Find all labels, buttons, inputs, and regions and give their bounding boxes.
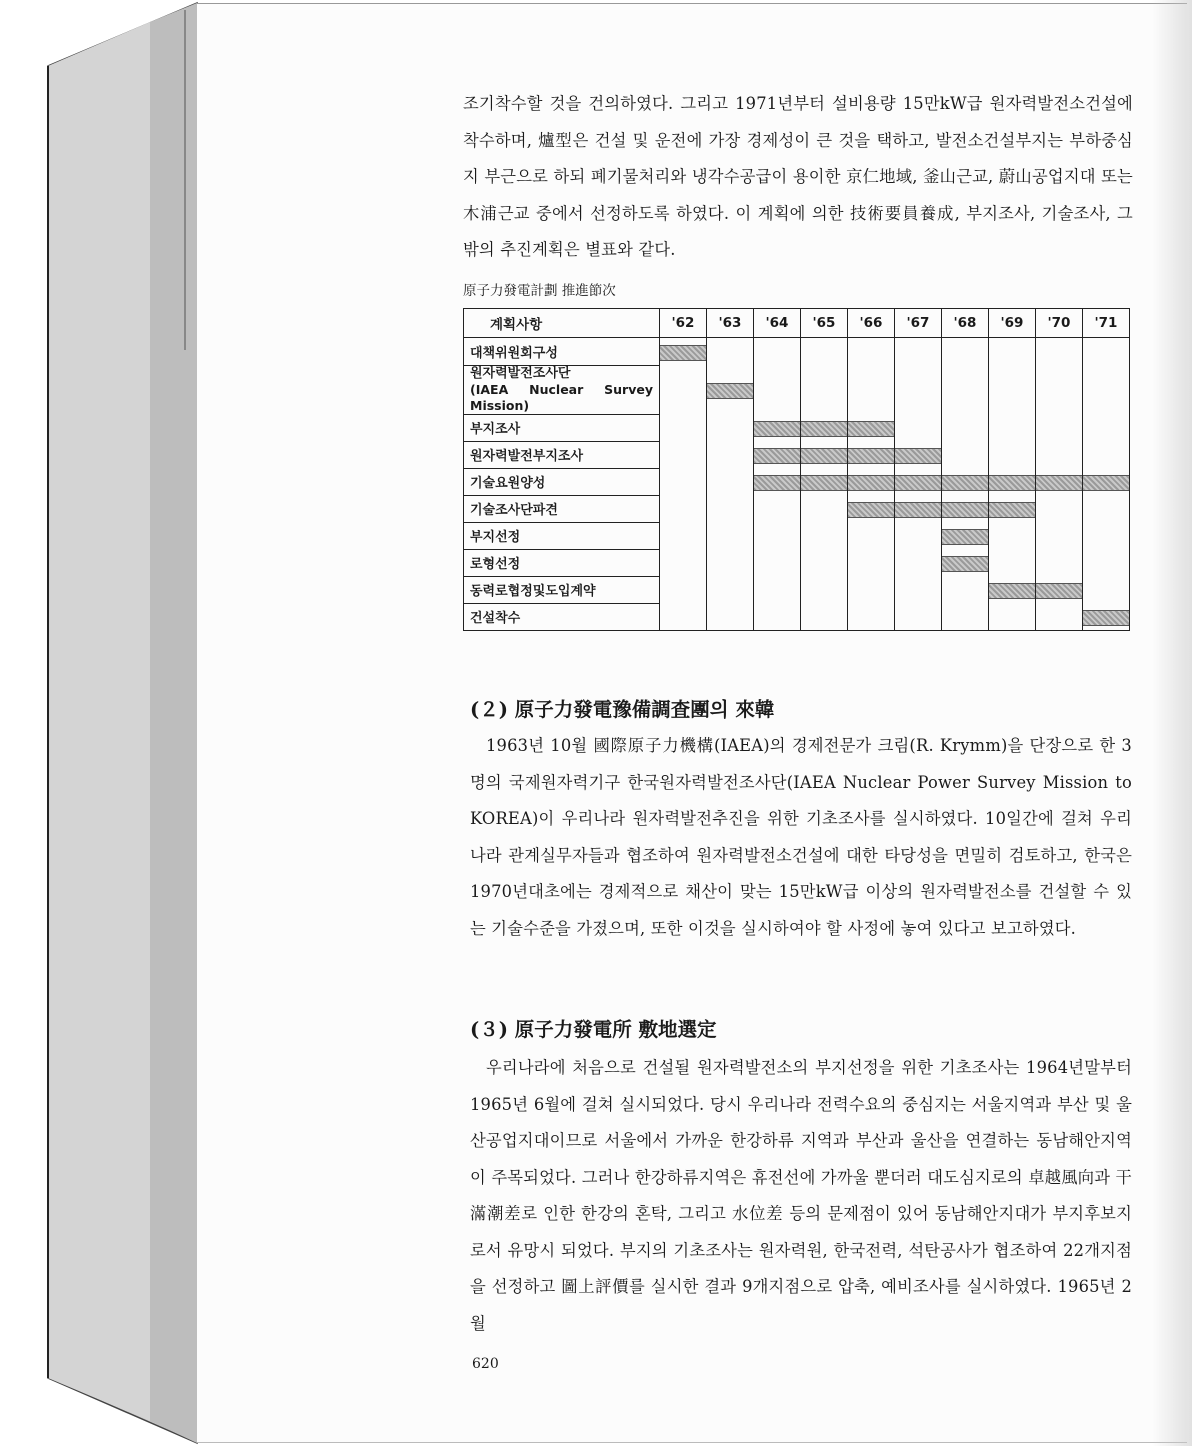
page-curl-shadow [1152,0,1192,1446]
year-cell [895,338,942,366]
row-label: 부지선정 [464,522,660,549]
section3-body: 우리나라에 처음으로 건설될 원자력발전소의 부지선정을 위한 기초조사는 1964년말부터 1965년 6월에 걸쳐 실시되었다. 당시 우리나라 전력수요의 중심지는 서울지역과 부산 및 울산공업지대이므로 서울에서 가까운 한강하류 지역과 부산과 울산을 연결하는 동남해안지역이 주목되었다. 그러나 한강하류지역은 휴전선에 가까울 뿐더러 대도심지로의 卓越風向과 干滿潮差로 인한 한강의 혼탁, 그리고 水位差 등의 문제점이 있어 동남해안지대가 부지후보지로서 유망시 되었다. 부지의 기초조사는 원자력원, 한국전력, 석탄공사가 협조하여 22개지점을 선정하고 圖上評價를 실시한 결과 9개지점으로 압축, 예비조사를 실시하였다. 1965년 2월 [470,1058,1132,1333]
year-cell [660,549,707,576]
intro-paragraph: 조기착수할 것을 건의하였다. 그리고 1971년부터 설비용량 15만kW급 원자력발전소건설에 착수하며, 爐型은 건설 및 운전에 가장 경제성이 큰 것을 택하고, 발전소건설부지는 부하중심지 부근으로 하되 폐기물처리와 냉각수공급이 용이한 京仁地域, 釜山근교, 蔚山공업지대 또는 木浦근교 중에서 선정하도록 하였다. 이 계획에 의한 技術要員養成, 부지조사, 기술조사, 그 밖의 추진계획은 별표와 같다. [463,94,1133,259]
schedule-bar [660,345,706,361]
row-label-text: 원자력발전조사단 [470,365,571,381]
year-cell [989,468,1036,495]
year-cell [989,603,1036,631]
year-cell [660,338,707,366]
year-cell [895,549,942,576]
year-cell [754,522,801,549]
schedule-bar [895,502,941,518]
schedule-bar [848,502,894,518]
year-cell [754,338,801,366]
section2-heading: (２) 原子力發電豫備調査團의 來韓 [470,698,775,721]
year-cell [801,549,848,576]
year-cell [895,576,942,603]
year-cell [895,468,942,495]
schedule-bar [1036,475,1082,491]
table-row [464,365,1130,414]
schedule-bar [848,448,894,464]
schedule-bar [942,529,988,545]
table-row [464,468,1130,495]
year-cell [1083,495,1130,522]
year-cell [754,365,801,414]
year-cell [801,603,848,631]
year-cell [848,549,895,576]
schedule-bar [754,475,800,491]
year-cell [942,468,989,495]
year-cell [660,441,707,468]
year-cell [1083,414,1130,441]
row-label: 대책위원회구성 [464,338,660,366]
year-header: '69 [989,309,1036,338]
year-cell [848,576,895,603]
year-cell [660,603,707,631]
year-cell [1036,414,1083,441]
row-label: 기술요원양성 [464,468,660,495]
schedule-bar [989,475,1035,491]
year-cell [754,603,801,631]
year-cell [895,603,942,631]
year-header: '65 [801,309,848,338]
schedule-bar [989,583,1035,599]
table-row [464,495,1130,522]
year-cell [1036,468,1083,495]
year-cell [1036,441,1083,468]
year-cell [660,414,707,441]
book-edge-stack [0,0,200,1446]
year-cell [754,549,801,576]
year-cell [989,576,1036,603]
year-cell [1083,441,1130,468]
year-cell [754,414,801,441]
schedule-bar [801,475,847,491]
row-label: 로형선정 [464,549,660,576]
year-cell [660,522,707,549]
year-cell [1083,365,1130,414]
schedule-bar [1083,475,1129,491]
page-number: 620 [472,1356,499,1372]
year-cell [801,441,848,468]
year-cell [707,414,754,441]
year-header: '70 [1036,309,1083,338]
year-cell [1083,468,1130,495]
year-cell [1083,576,1130,603]
table-row [464,603,1130,631]
year-header: '64 [754,309,801,338]
schedule-bar [848,475,894,491]
year-cell [989,365,1036,414]
year-cell [848,338,895,366]
year-cell [754,441,801,468]
year-cell [848,495,895,522]
year-cell [1036,603,1083,631]
row-label: 부지조사 [464,414,660,441]
row-label: 동력로협정및도입계약 [464,576,660,603]
year-header: '71 [1083,309,1130,338]
row-label: 건설착수 [464,603,660,631]
year-cell [942,576,989,603]
year-cell [801,468,848,495]
year-cell [848,441,895,468]
year-header: '63 [707,309,754,338]
schedule-bar [895,475,941,491]
year-header: '66 [848,309,895,338]
year-cell [707,441,754,468]
year-cell [801,338,848,366]
year-cell [989,495,1036,522]
year-cell [660,495,707,522]
year-cell [801,495,848,522]
year-cell [848,414,895,441]
schedule-bar [942,475,988,491]
year-cell [707,576,754,603]
year-cell [754,576,801,603]
year-cell [848,603,895,631]
year-cell [989,441,1036,468]
row-label: 원자력발전부지조사 [464,441,660,468]
header-label: 계획사항 [464,309,660,338]
year-cell [707,495,754,522]
year-cell [895,522,942,549]
table-row [464,576,1130,603]
year-cell [848,468,895,495]
table-row [464,414,1130,441]
year-cell [942,414,989,441]
row-sublabel-text: (IAEA Nuclear Survey Mission) [470,381,653,413]
year-header: '62 [660,309,707,338]
row-label [464,365,660,414]
table-row [464,338,1130,366]
year-cell [1083,522,1130,549]
table-caption: 原子力發電計劃 推進節次 [463,283,616,299]
table-header-row [464,309,1130,338]
year-cell [989,522,1036,549]
year-cell [801,414,848,441]
year-cell [989,338,1036,366]
year-cell [895,441,942,468]
year-cell [848,522,895,549]
year-cell [707,603,754,631]
schedule-bar [1036,583,1082,599]
year-cell [942,441,989,468]
year-cell [660,468,707,495]
year-cell [942,495,989,522]
schedule-bar [707,383,753,399]
section3-heading: (３) 原子力發電所 敷地選定 [470,1018,717,1041]
year-cell [1036,549,1083,576]
schedule-bar [754,421,800,437]
year-cell [895,414,942,441]
year-cell [942,549,989,576]
schedule-table [463,308,1130,631]
year-cell [1083,338,1130,366]
year-cell [848,365,895,414]
schedule-bar [848,421,894,437]
table-row [464,441,1130,468]
year-cell [801,522,848,549]
year-cell [989,414,1036,441]
year-cell [1036,522,1083,549]
year-cell [754,495,801,522]
year-cell [801,365,848,414]
year-cell [707,522,754,549]
year-cell [660,365,707,414]
section2-body: 1963년 10월 國際原子力機構(IAEA)의 경제전문가 크림(R. Krymm)을 단장으로 한 3명의 국제원자력기구 한국원자력발전조사단(IAEA Nuclear Power Survey Mission to KOREA)이 우리나라 원자력발전추진을 위한 기초조사를 실시하였다. 10일간에 걸쳐 우리나라 관계실무자들과 협조하여 원자력발전소건설에 대한 타당성을 면밀히 검토하고, 한국은 1970년대초에는 경제적으로 채산이 맞는 15만kW급 이상의 원자력발전소를 건설할 수 있는 기술수준을 가졌으며, 또한 이것을 실시하여야 할 사정에 놓여 있다고 보고하였다. [470,736,1132,938]
year-cell [942,603,989,631]
year-cell [707,365,754,414]
year-cell [1036,365,1083,414]
year-cell [895,495,942,522]
schedule-bar [801,421,847,437]
schedule-bar [989,502,1035,518]
year-header: '67 [895,309,942,338]
row-label: 기술조사단파견 [464,495,660,522]
table-row [464,522,1130,549]
schedule-bar [942,502,988,518]
year-cell [1036,495,1083,522]
year-cell [660,576,707,603]
year-cell [1083,549,1130,576]
schedule-bar [1083,610,1129,626]
year-cell [801,576,848,603]
year-cell [942,338,989,366]
year-cell [1036,576,1083,603]
year-cell [754,468,801,495]
year-header: '68 [942,309,989,338]
year-cell [895,365,942,414]
year-cell [1036,338,1083,366]
year-cell [989,549,1036,576]
year-cell [707,338,754,366]
year-cell [942,522,989,549]
schedule-bar [801,448,847,464]
schedule-bar [895,448,941,464]
year-cell [707,549,754,576]
year-cell [707,468,754,495]
year-cell [942,365,989,414]
year-cell [1083,603,1130,631]
table-row [464,549,1130,576]
schedule-bar [754,448,800,464]
schedule-bar [942,556,988,572]
